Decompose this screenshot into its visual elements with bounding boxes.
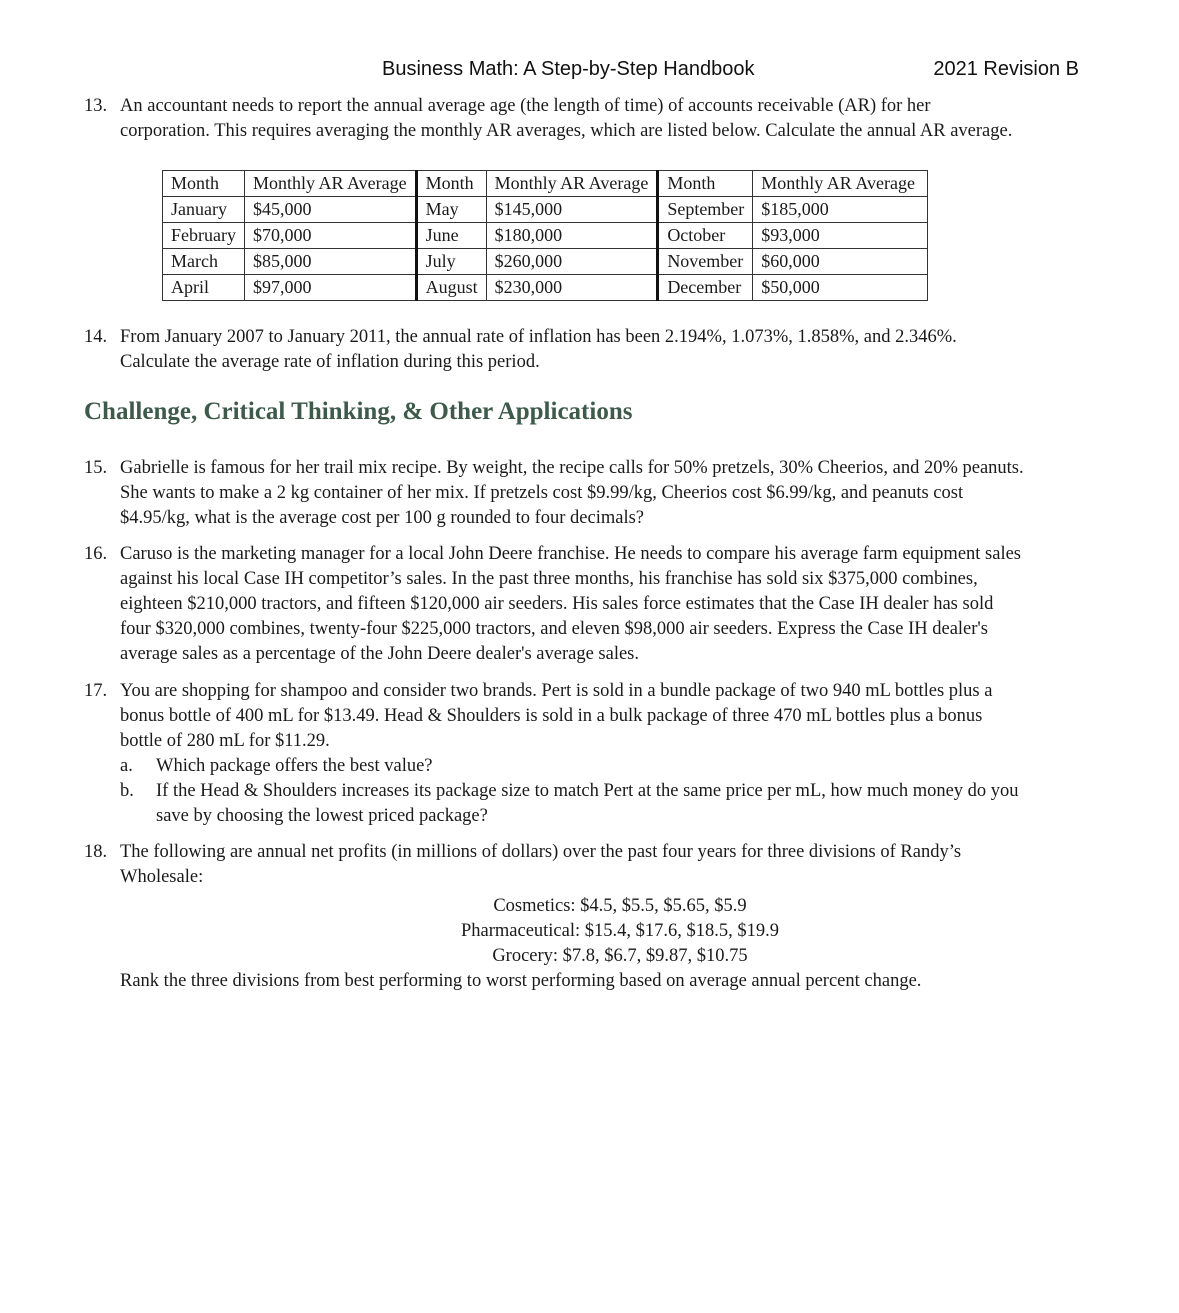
question-text-line: Caruso is the marketing manager for a local John Deere franchise. He needs to compare his average farm equipment sales [120,544,1022,564]
question-text-line: against his local Case IH competitor’s sales. In the past three months, his franchise has sold six $375,000 combines, [120,569,978,589]
table-row [163,223,928,249]
question-number: 17. [84,681,108,701]
table-row [163,197,928,223]
table-cell: October [658,223,753,249]
part-label: b. [120,781,134,801]
part-label: a. [120,756,133,776]
table-cell: July [416,249,486,275]
table-header-cell: Monthly AR Average [244,171,416,197]
table-cell: $50,000 [753,275,928,301]
question-text-line: average sales as a percentage of the John Deere dealer's average sales. [120,644,639,664]
table-cell: August [416,275,486,301]
question-15 [84,456,1084,531]
question-number: 15. [84,458,108,478]
question-number: 14. [84,327,108,347]
question-text-line: bottle of 280 mL for $11.29. [120,731,330,751]
table-header-cell: Monthly AR Average [753,171,928,197]
question-17 [84,679,1084,829]
division-profits: Cosmetics: $4.5, $5.5, $5.65, $5.9 [493,896,747,916]
question-text-line: Gabrielle is famous for her trail mix recipe. By weight, the recipe calls for 50% pretzels, 30% Cheerios, and 20% peanuts. [120,458,1024,478]
table-cell: $85,000 [244,249,416,275]
question-14 [84,325,1084,375]
table-cell: $97,000 [244,275,416,301]
table-header-cell: Month [163,171,245,197]
table-cell: $260,000 [486,249,658,275]
division-profits: Grocery: $7.8, $6.7, $9.87, $10.75 [492,946,748,966]
revision-label: 2021 Revision B [933,58,1079,80]
question-number: 13. [84,96,108,116]
question-17-part-a [120,754,1084,779]
table-row [163,275,928,301]
question-text-line: eighteen $210,000 tractors, and fifteen $120,000 air seeders. His sales force estimates that the Case IH dealer has sold [120,594,994,614]
book-title: Business Math: A Step-by-Step Handbook [382,58,755,80]
question-text-line: Wholesale: [120,867,204,887]
table-cell: March [163,249,245,275]
question-text-line: The following are annual net profits (in millions of dollars) over the past four years for three divisions of Randy’s [120,842,962,862]
table-cell: $185,000 [753,197,928,223]
table-cell: $180,000 [486,223,658,249]
table-header-cell: Month [416,171,486,197]
division-profits: Pharmaceutical: $15.4, $17.6, $18.5, $19.9 [460,921,780,941]
section-heading: Challenge, Critical Thinking, & Other Applications [84,398,633,425]
question-text-line: $4.95/kg, what is the average cost per 100 g rounded to four decimals? [120,508,645,528]
table-header-row [163,171,928,197]
question-18 [84,840,1084,994]
table-cell: $145,000 [486,197,658,223]
ar-table [162,170,928,301]
division-list [120,894,1120,969]
question-text-line: corporation. This requires averaging the monthly AR averages, which are listed below. Calculate the annual AR average. [120,121,1013,141]
table-cell: June [416,223,486,249]
page-header [0,58,1179,88]
question-text-line: You are shopping for shampoo and consider two brands. Pert is sold in a bundle package of two 940 mL bottles plus a [120,681,993,701]
table-cell: $93,000 [753,223,928,249]
table-cell: December [658,275,753,301]
question-17-part-b [120,779,1084,829]
table-cell: November [658,249,753,275]
question-text-line: Rank the three divisions from best performing to worst performing based on average annual percent change. [120,971,922,991]
table-cell: April [163,275,245,301]
question-13 [84,94,1084,144]
table-cell: May [416,197,486,223]
question-number: 16. [84,544,108,564]
question-text-line: four $320,000 combines, twenty-four $225,000 tractors, and eleven $98,000 air seeders. Express the Case IH dealer's [120,619,988,639]
question-text-line: She wants to make a 2 kg container of her mix. If pretzels cost $9.99/kg, Cheerios cost $6.99/kg, and peanuts cost [120,483,964,503]
table-cell: September [658,197,753,223]
question-text-line: An accountant needs to report the annual average age (the length of time) of accounts receivable (AR) for her [120,96,931,116]
part-text-line: Which package offers the best value? [156,756,433,776]
table-header-cell: Monthly AR Average [486,171,658,197]
table-cell: January [163,197,245,223]
table-row [163,249,928,275]
table-cell: $60,000 [753,249,928,275]
question-number: 18. [84,842,108,862]
question-text-line: bonus bottle of 400 mL for $13.49. Head & Shoulders is sold in a bulk package of three 470 mL bottles plus a bonus [120,706,983,726]
table-cell: $230,000 [486,275,658,301]
part-text-line: If the Head & Shoulders increases its package size to match Pert at the same price per mL, how much money do you [156,781,1019,801]
question-text-line: Calculate the average rate of inflation during this period. [120,352,540,372]
question-text-line: From January 2007 to January 2011, the annual rate of inflation has been 2.194%, 1.073%, 1.858%, and 2.346%. [120,327,957,347]
table-cell: February [163,223,245,249]
part-text-line: save by choosing the lowest priced package? [156,806,488,826]
table-header-cell: Month [658,171,753,197]
question-16 [84,542,1084,667]
table-cell: $45,000 [244,197,416,223]
table-cell: $70,000 [244,223,416,249]
